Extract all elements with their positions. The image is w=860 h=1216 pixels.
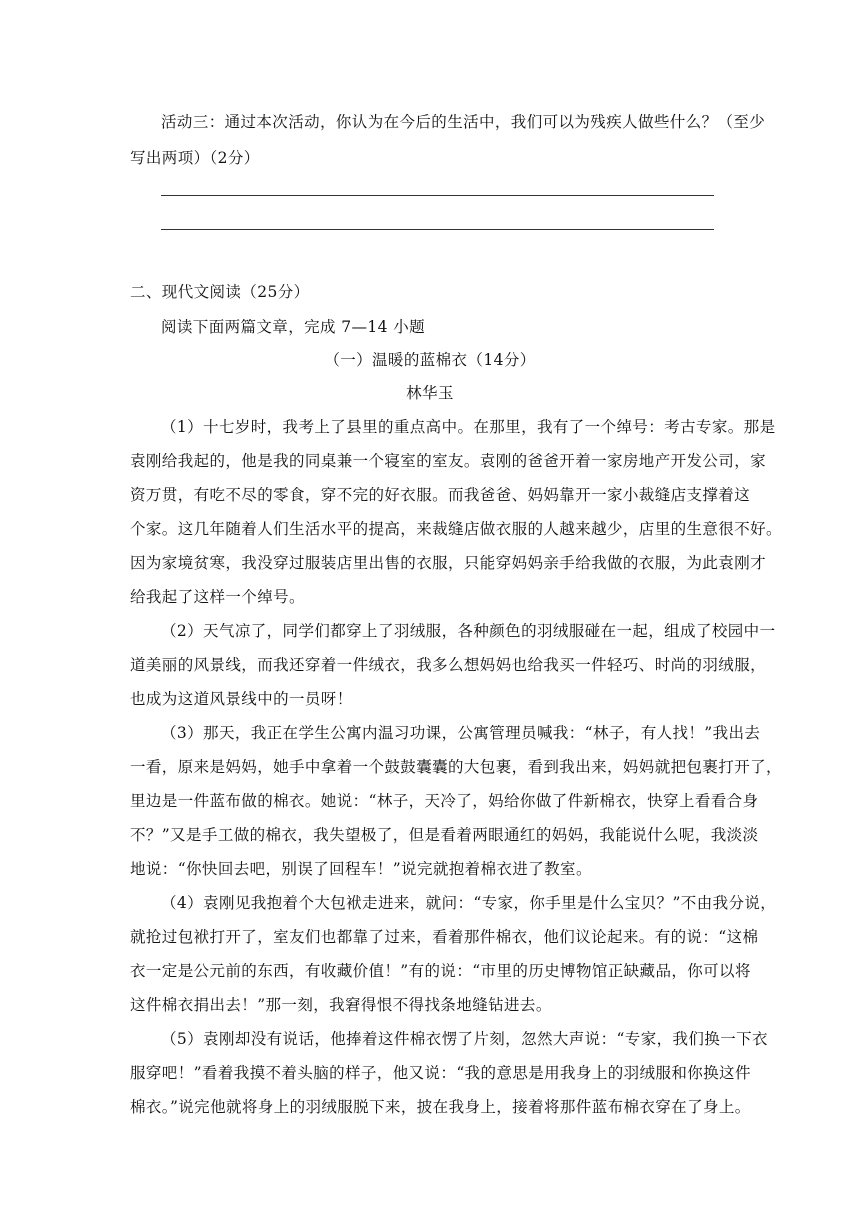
- article-line: 袁刚给我起的，他是我的同桌兼一个寝室的室友。袁刚的爸爸开着一家房地产开发公司，家: [130, 452, 767, 470]
- article-line: 这件棉衣捐出去！”那一刻，我窘得恨不得找条地缝钻进去。: [130, 996, 552, 1014]
- section-instruction: 阅读下面两篇文章，完成 7—14 小题: [161, 318, 426, 336]
- article-line: 衣一定是公元前的东西，有收藏价值！”有的说：“市里的历史博物馆正缺藏品，你可以将: [130, 962, 751, 980]
- article-line: （2）天气凉了，同学们都穿上了羽绒服，各种颜色的羽绒服碰在一起，组成了校园中一: [161, 622, 776, 640]
- article-line: （5）袁刚却没有说话，他捧着这件棉衣愣了片刻，忽然大声说：“专家，我们换一下衣: [161, 1030, 768, 1048]
- activity-prompt-line-2: 写出两项）（2分）: [130, 149, 260, 167]
- article-line: 因为家境贫寒，我没穿过服装店里出售的衣服，只能穿妈妈亲手给我做的衣服，为此袁刚才: [130, 554, 767, 572]
- article-author: 林华玉: [406, 384, 454, 402]
- article-line: 个家。这几年随着人们生活水平的提高，来裁缝店做衣服的人越来越少，店里的生意很不好。: [130, 520, 782, 538]
- article-line: 地说：“你快回去吧，别误了回程车！”说完就抱着棉衣进了教室。: [130, 860, 592, 878]
- article-line: （1）十七岁时，我考上了县里的重点高中。在那里，我有了一个绰号：考古专家。那是: [161, 418, 776, 436]
- article-line: 也成为这道风景线中的一员呀！: [130, 690, 353, 708]
- article-line: （4）袁刚见我抱着个大包袱走进来，就问：“专家，你手里是什么宝贝？”不由我分说，: [161, 894, 777, 912]
- article-line: 资万贯，有吃不尽的零食，穿不完的好衣服。而我爸爸、妈妈靠开一家小裁缝店支撑着这: [130, 486, 751, 504]
- article-line: 给我起了这样一个绰号。: [130, 588, 305, 606]
- activity-prompt-line-1: 活动三：通过本次活动，你认为在今后的生活中，我们可以为残疾人做些什么？（至少: [161, 113, 766, 131]
- article-line: 里边是一件蓝布做的棉衣。她说：“林子，天冷了，妈给你做了件新棉衣，快穿上看看合身: [130, 792, 759, 810]
- article-line: （3）那天，我正在学生公寓内温习功课，公寓管理员喊我：“林子，有人找！”我出去: [161, 724, 761, 742]
- article-line: 不？”又是手工做的棉衣，我失望极了，但是看着两眼通红的妈妈，我能说什么呢，我淡淡: [130, 826, 759, 844]
- article-line: 服穿吧！”看着我摸不着头脑的样子，他又说：“我的意思是用我身上的羽绒服和你换这件: [130, 1064, 751, 1082]
- article-line: 道美丽的风景线，而我还穿着一件绒衣，我多么想妈妈也给我买一件轻巧、时尚的羽绒服，: [130, 656, 767, 674]
- article-line: 就抢过包袱打开了，室友们也都靠了过来，看着那件棉衣，他们议论起来。有的说：“这棉: [130, 928, 759, 946]
- section-heading: 二、现代文阅读（25分）: [130, 283, 310, 301]
- article-line: 棉衣。”说完他就将身上的羽绒服脱下来，披在我身上，接着将那件蓝布棉衣穿在了身上。: [130, 1098, 751, 1116]
- article-title: （一）温暖的蓝棉衣（14分）: [324, 351, 536, 369]
- answer-line-1[interactable]: [161, 195, 714, 196]
- answer-line-2[interactable]: [161, 229, 714, 230]
- article-line: 一看，原来是妈妈，她手中拿着一个鼓鼓囊囊的大包裹，看到我出来，妈妈就把包裹打开了，: [130, 758, 782, 776]
